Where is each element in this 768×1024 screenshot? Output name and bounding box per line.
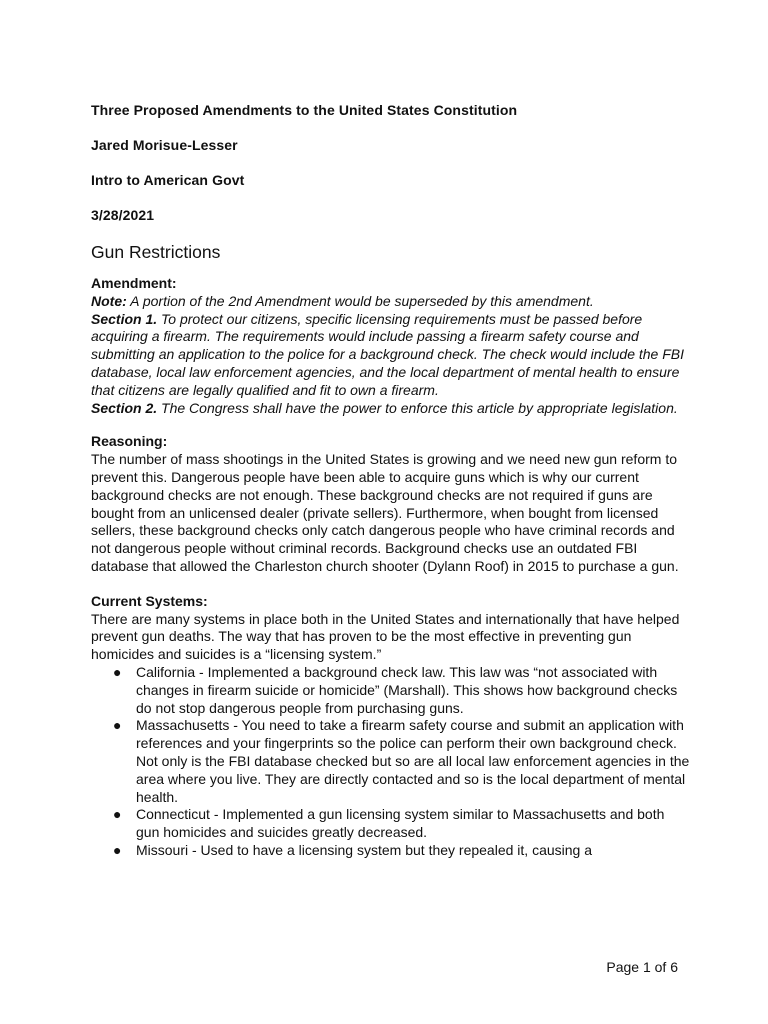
- current-systems-list: [91, 664, 691, 860]
- section-heading: Gun Restrictions: [91, 242, 221, 262]
- list-item-text: Connecticut - Implemented a gun licensing system similar to Massachusetts and both gun homicides and suicides greatly decreased.: [136, 806, 665, 841]
- current-systems-label: Current Systems:: [91, 592, 208, 609]
- amendment-block: [91, 275, 691, 417]
- course-name: Intro to American Govt: [91, 172, 245, 188]
- section-2-text: The Congress shall have the power to enforce this article by appropriate legislation.: [157, 399, 678, 416]
- list-item: [91, 717, 691, 806]
- page-content: [91, 101, 691, 860]
- page-number: Page 1 of 6: [606, 959, 678, 975]
- bullet-icon: ●: [113, 717, 122, 734]
- amendment-section-1: [91, 311, 691, 400]
- note-label: Note:: [91, 292, 127, 309]
- bullet-icon: ●: [113, 806, 122, 823]
- list-item-text: Massachusetts - You need to take a firearm safety course and submit an application with references and your fingerprints so the police can perform their own background check. Not only is the FBI database checked but so are all local law enforcement agencies in the area where you live. They are directly contacted and so is the local department of mental health.: [136, 717, 690, 805]
- bullet-icon: ●: [113, 663, 122, 680]
- section-1-text: To protect our citizens, specific licensing requirements must be passed before acquiring a firearm. The requirements would include passing a firearm safety course and submitting an application to the police for a background check. The check would include the FBI database, local law enforcement agencies, and the local department of mental health to ensure that citizens are legally qualified and fit to own a firearm.: [91, 310, 685, 398]
- section-1-label: Section 1.: [91, 310, 158, 327]
- document-title: Three Proposed Amendments to the United States Constitution: [91, 102, 518, 118]
- current-systems-block: [91, 593, 691, 860]
- list-item: [91, 842, 691, 860]
- current-systems-intro: There are many systems in place both in the United States and internationally that have helped prevent gun deaths. The way that has proven to be the most effective in preventing gun homicides and suicides is a “licensing system.”: [91, 610, 680, 663]
- reasoning-label: Reasoning:: [91, 433, 168, 450]
- section-2-label: Section 2.: [91, 399, 158, 416]
- amendment-note: [91, 293, 691, 311]
- amendment-label: Amendment:: [91, 275, 177, 291]
- list-item: [91, 664, 691, 717]
- list-item-text: Missouri - Used to have a licensing system but they repealed it, causing a: [136, 841, 593, 858]
- document-date: 3/28/2021: [91, 207, 155, 223]
- list-item: [91, 806, 691, 842]
- amendment-section-2: [91, 400, 691, 418]
- list-item-text: California - Implemented a background check law. This law was “not associated with changes in firearm suicide or homicide” (Marshall). This shows how background checks do not stop dangerous people from purchasing guns.: [136, 663, 678, 716]
- bullet-icon: ●: [113, 841, 122, 858]
- note-text: A portion of the 2nd Amendment would be superseded by this amendment.: [126, 292, 594, 309]
- reasoning-block: [91, 433, 691, 575]
- author-name: Jared Morisue-Lesser: [91, 137, 238, 153]
- reasoning-text: The number of mass shootings in the United States is growing and we need new gun reform to prevent this. Dangerous people have been able to acquire guns which is why our current background checks are not enough. These background checks are not required if guns are bought from an unlicensed dealer (private sellers). Furthermore, when bought from licensed sellers, these background checks only catch dangerous people who have criminal records and not dangerous people without criminal records. Background checks use an outdated FBI database that allowed the Charleston church shooter (Dylann Roof) in 2015 to purchase a gun.: [91, 451, 679, 574]
